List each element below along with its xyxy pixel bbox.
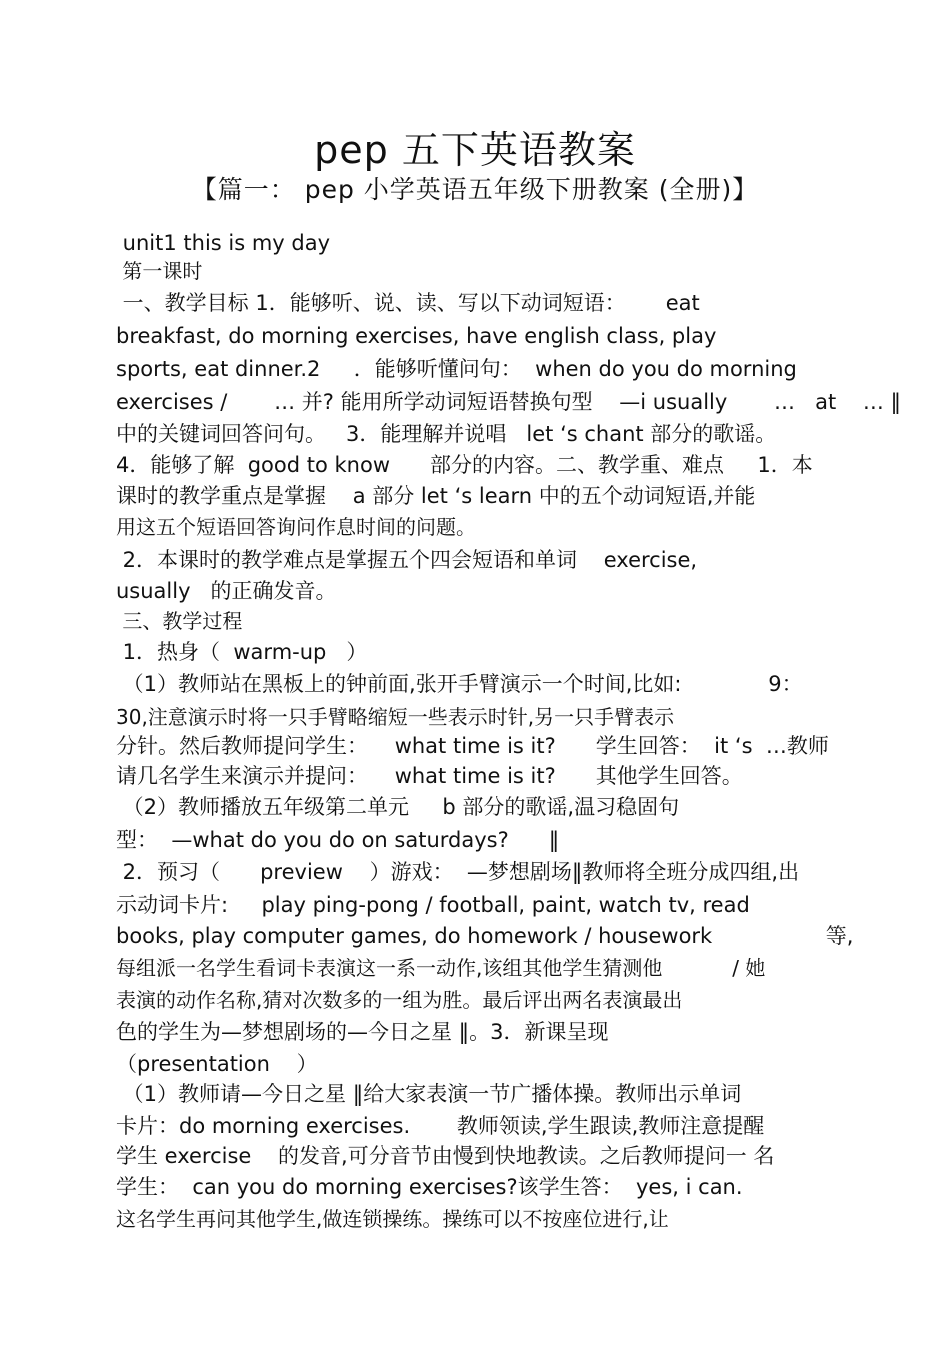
- text-line: 学生： can you do morning exercises?该学生答： yes, i can.: [116, 1175, 743, 1199]
- document-title: pep 五下英语教案: [314, 128, 636, 172]
- text-line: books, play computer games, do homework / housework 等,: [116, 924, 854, 948]
- text-line: sports, eat dinner.2 ．能够听懂问句： when do you do morning: [116, 357, 797, 381]
- text-line: 型： —what do you do on saturdays? ‖: [116, 828, 560, 852]
- document-subtitle: 【篇一： pep 小学英语五年级下册教案 (全册)】: [191, 175, 759, 204]
- text-line: 中的关键词回答问句。 3．能理解并说唱 let ‘s chant 部分的歌谣。: [116, 422, 777, 446]
- text-line: 示动词卡片: play ping-pong / football, paint, watch tv, read: [116, 893, 750, 917]
- text-line: 三、教学过程: [116, 609, 243, 633]
- text-line: 30,注意演示时将一只手臂略缩短一些表示时针,另一只手臂表示: [116, 705, 675, 729]
- text-line: 第一课时: [116, 259, 203, 283]
- text-line: 课时的教学重点是掌握 a 部分 let ‘s learn 中的五个动词短语,并能: [116, 484, 756, 508]
- text-line: 每组派一名学生看词卡表演这一系一动作,该组其他学生猜测他 / 她: [116, 956, 766, 980]
- text-line: （1）教师请—今日之星 ‖给大家表演一节广播体操。教师出示单词: [116, 1082, 742, 1106]
- text-line: 学生 exercise 的发音,可分音节由慢到快地教读。之后教师提问一 名: [116, 1144, 775, 1168]
- text-line: 4．能够了解 good to know 部分的内容。二、教学重、难点 1．本: [116, 453, 813, 477]
- text-line: 2．预习（ preview ）游戏： —梦想剧场‖教师将全班分成四组,出: [116, 860, 800, 884]
- text-line: （2）教师播放五年级第二单元 b 部分的歌谣,温习稳固句: [116, 795, 680, 819]
- text-line: 表演的动作名称,猜对次数多的一组为胜。最后评出两名表演最出: [116, 988, 683, 1012]
- text-line: 色的学生为—梦想剧场的—今日之星 ‖。3．新课呈现: [116, 1020, 609, 1044]
- text-line: 2．本课时的教学难点是掌握五个四会短语和单词 exercise,: [116, 548, 698, 572]
- text-line: breakfast, do morning exercises, have english class, play: [116, 324, 717, 348]
- text-line: 这名学生再问其他学生,做连锁操练。操练可以不按座位进行,让: [116, 1207, 669, 1231]
- text-line: 请几名学生来演示并提问： what time is it? 其他学生回答。: [116, 764, 743, 788]
- text-line: 一、教学目标 1．能够听、说、读、写以下动词短语： eat: [116, 291, 700, 315]
- text-line: 用这五个短语回答询问作息时间的问题。: [116, 515, 476, 539]
- text-line: 1．热身（ warm-up ）: [116, 640, 368, 664]
- text-line: 分针。然后教师提问学生： what time is it? 学生回答： it ‘s …教师: [116, 734, 829, 758]
- text-line: usually 的正确发音。: [116, 579, 337, 603]
- text-line: exercises / … 并? 能用所学动词短语替换句型 —i usually … at … ‖: [116, 390, 902, 414]
- text-line: unit1 this is my day: [116, 231, 331, 255]
- text-line: （1）教师站在黑板上的钟前面,张开手臂演示一个时间,比如: 9：: [116, 672, 803, 696]
- text-line: （presentation ）: [116, 1052, 318, 1076]
- text-line: 卡片：do morning exercises. 教师领读,学生跟读,教师注意提醒: [116, 1114, 765, 1138]
